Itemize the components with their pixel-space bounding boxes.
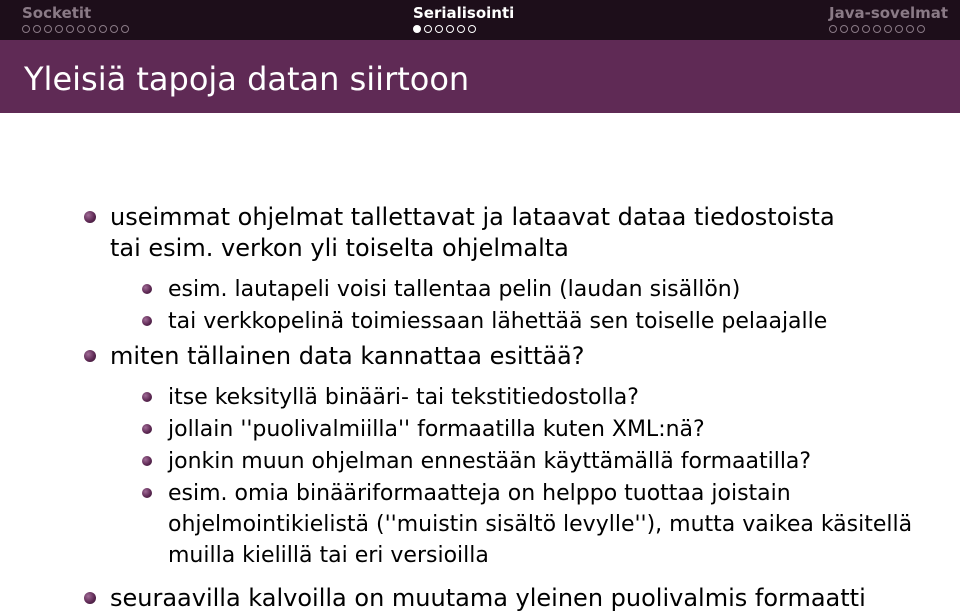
bullet-icon [142, 284, 152, 294]
nav-dot[interactable] [33, 25, 41, 33]
title-bar [0, 40, 960, 113]
nav-dot[interactable] [88, 25, 96, 33]
nav-dot[interactable] [435, 25, 443, 33]
nav-dot[interactable] [110, 25, 118, 33]
nav-section-socketit[interactable]: Socketit [22, 4, 92, 22]
bullet-item: seuraavilla kalvoilla on muutama yleinen puolivalmis formaatti [110, 584, 866, 612]
sub-bullet-item: jollain ''puolivalmiilla'' formaatilla kuten XML:nä? [168, 417, 705, 442]
nav-dot[interactable] [862, 25, 870, 33]
nav-dot[interactable] [873, 25, 881, 33]
nav-dot[interactable] [917, 25, 925, 33]
sub-bullet-item: jonkin muun ohjelman ennestään käyttämällä formaatilla? [168, 449, 812, 474]
nav-dot[interactable] [44, 25, 52, 33]
nav-dot[interactable] [55, 25, 63, 33]
bullet-icon [84, 211, 96, 223]
nav-dot[interactable] [829, 25, 837, 33]
nav-dot[interactable] [851, 25, 859, 33]
slide-title: Yleisiä tapoja datan siirtoon [24, 60, 470, 98]
bullet-item: tai esim. verkon yli toiselta ohjelmalta [110, 234, 569, 262]
bullet-icon [142, 488, 152, 498]
sub-bullet-item: tai verkkopelinä toimiessaan lähettää sen toiselle pelaajalle [168, 309, 828, 334]
bullet-icon [84, 592, 96, 604]
sub-bullet-item: ohjelmointikielistä (''muistin sisältö levylle''), mutta vaikea käsitellä [168, 512, 913, 537]
bullet-icon [84, 350, 96, 362]
bullet-item: useimmat ohjelmat tallettavat ja lataavat dataa tiedostoista [110, 203, 835, 231]
nav-dot[interactable] [446, 25, 454, 33]
nav-dot[interactable] [99, 25, 107, 33]
bullet-icon [142, 392, 152, 402]
navigation-bar [0, 0, 960, 40]
nav-dot[interactable] [468, 25, 476, 33]
bullet-icon [142, 424, 152, 434]
nav-section-serialisointi[interactable]: Serialisointi [413, 4, 515, 22]
bullet-item: miten tällainen data kannattaa esittää? [110, 342, 585, 370]
sub-bullet-item: esim. omia binääriformaatteja on helppo tuottaa joistain [168, 481, 791, 506]
nav-dot[interactable] [66, 25, 74, 33]
nav-dot[interactable] [895, 25, 903, 33]
nav-dots-serialisointi [413, 25, 476, 35]
sub-bullet-item: esim. lautapeli voisi tallentaa pelin (laudan sisällön) [168, 277, 741, 302]
nav-dot[interactable] [77, 25, 85, 33]
sub-bullet-item: itse keksityllä binääri- tai tekstitiedostolla? [168, 385, 639, 410]
nav-section-java-sovelmat[interactable]: Java-sovelmat [829, 4, 949, 22]
bullet-icon [142, 456, 152, 466]
nav-dot[interactable] [884, 25, 892, 33]
nav-dots-java-sovelmat [829, 25, 925, 35]
nav-dot[interactable] [840, 25, 848, 33]
bullet-icon [142, 316, 152, 326]
nav-dot[interactable] [424, 25, 432, 33]
nav-dot[interactable] [906, 25, 914, 33]
nav-dot[interactable] [457, 25, 465, 33]
nav-dots-socketit [22, 25, 129, 35]
nav-dot[interactable] [413, 25, 421, 33]
nav-dot[interactable] [22, 25, 30, 33]
sub-bullet-item: muilla kielillä tai eri versioilla [168, 543, 489, 568]
nav-dot[interactable] [121, 25, 129, 33]
